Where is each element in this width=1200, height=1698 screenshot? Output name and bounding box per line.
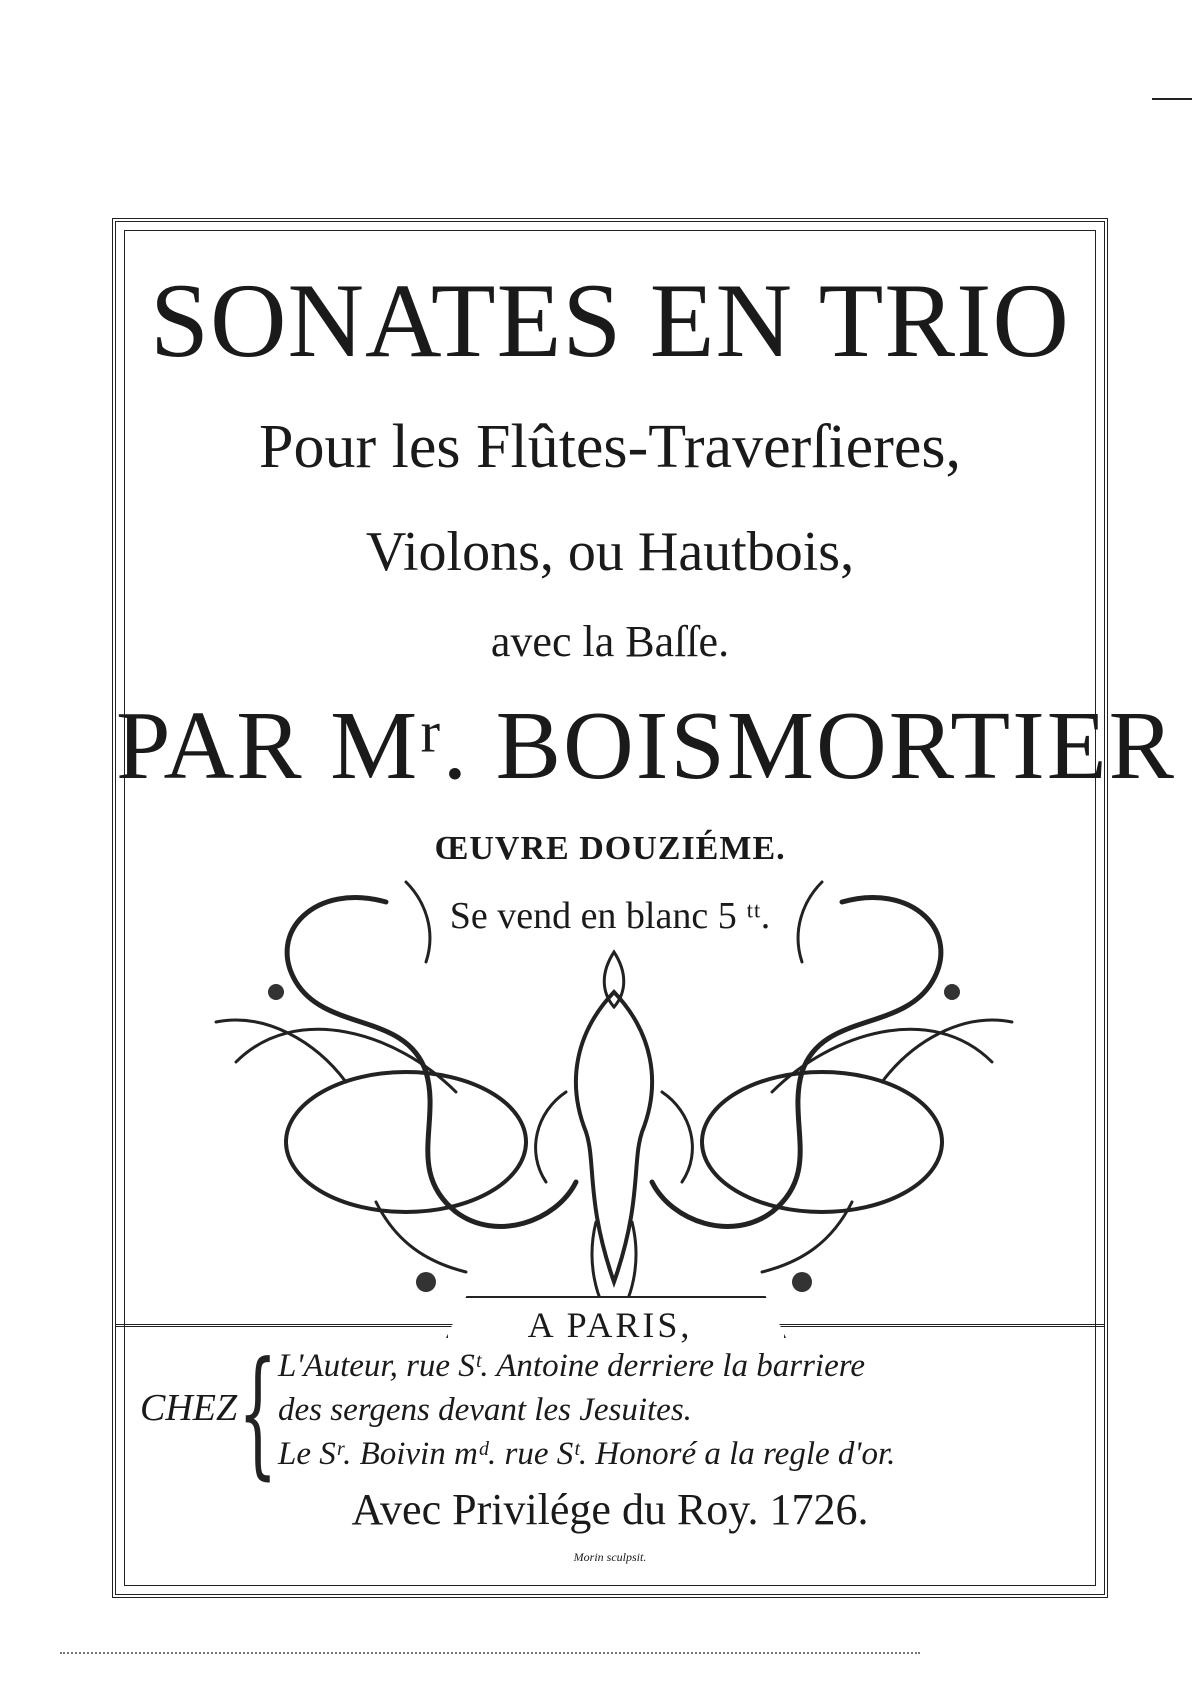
imprint-chez: CHEZ <box>140 1387 238 1429</box>
subtitle-instruments: Pour les Flûtes-Traverſieres, <box>258 413 961 481</box>
curly-brace-icon: { <box>238 1332 278 1493</box>
title-page-frame <box>112 218 1176 1598</box>
address-boivin: Le Sʳ. Boivin mᵈ. rue Sᵗ. Honoré a la regle d'or. <box>278 1436 896 1472</box>
subtitle-violins: Violons, ou Hautbois, <box>365 521 855 583</box>
address-author-line2: des sergens devant les Jesuites. <box>278 1392 692 1428</box>
imprint-city: A PARIS, <box>527 1305 693 1345</box>
engraver-signature: Morin sculpsit. <box>573 1550 647 1564</box>
margin-mark <box>1152 98 1192 100</box>
scan-artifact-line <box>60 1652 920 1658</box>
royal-privilege: Avec Privilége du Roy. 1726. <box>351 1485 869 1534</box>
price-note: Se vend en blanc 5 ᵗᵗ. <box>449 895 771 937</box>
rococo-cartouche-ornament <box>176 842 1052 1342</box>
opus-number: ŒUVRE DOUZIÉME. <box>434 830 786 867</box>
composer-name: PAR Mʳ. BOISMORTIER <box>116 692 1176 800</box>
main-title: SONATES EN TRIO <box>150 262 1070 379</box>
subtitle-bass: avec la Baſſe. <box>490 617 730 666</box>
address-author-line1: L'Auteur, rue Sᵗ. Antoine derriere la barriere <box>278 1348 865 1384</box>
